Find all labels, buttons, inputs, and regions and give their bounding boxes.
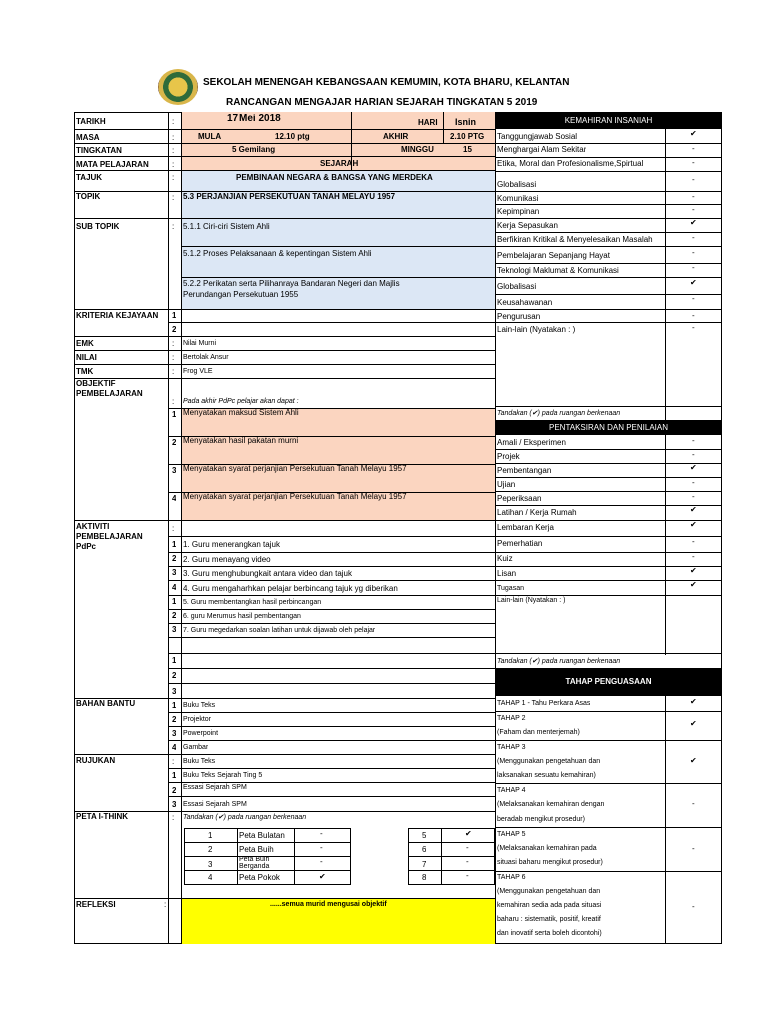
mula-value: 12.10 ptg: [275, 132, 310, 141]
line: [168, 712, 495, 713]
aktiviti-5: 5. Guru membentangkan hasil perbincangan: [183, 599, 322, 606]
colon: :: [172, 367, 175, 376]
kemahiran-mark: -: [692, 311, 695, 320]
divider-right-marks: [665, 112, 666, 420]
line: [495, 309, 722, 310]
objektif-no: 1: [172, 410, 177, 419]
aktiviti-no: 3: [172, 687, 177, 696]
kemahiran-mark: -: [692, 158, 695, 167]
tahap5-desc: situasi baharu mengikut prosedur): [497, 859, 603, 866]
pentaksiran-mark: -: [692, 537, 695, 546]
label-refleksi: REFLEKSI: [76, 900, 116, 909]
kemahiran-item: Kerja Sepasukan: [497, 221, 558, 230]
kemahiran-mark: ✔: [690, 218, 697, 227]
line: [168, 740, 495, 741]
aktiviti-2: 2. Guru menayang video: [183, 555, 271, 564]
kemahiran-item: Tanggungjawab Sosial: [497, 132, 578, 141]
label-mula: MULA: [198, 132, 222, 141]
colon: :: [172, 222, 175, 231]
line: [495, 232, 722, 233]
pentaksiran-mark: ✔: [690, 505, 697, 514]
colon: :: [172, 193, 175, 202]
pentaksiran-item: Pemerhatian: [497, 539, 543, 548]
line: [495, 277, 722, 278]
tahap3: TAHAP 3: [497, 744, 526, 751]
kemahiran-item: Teknologi Maklumat & Komunikasi: [497, 266, 619, 275]
kemahiran-item: Pengurusan: [497, 312, 541, 321]
nilai-value: Bertolak Ansur: [183, 354, 229, 361]
line: [168, 623, 495, 624]
line: [168, 796, 495, 797]
tahap1: TAHAP 1 - Tahu Perkara Asas: [497, 700, 591, 707]
line: [74, 218, 495, 219]
line: [168, 536, 495, 537]
peta-mark: -: [466, 843, 469, 852]
tahap4-desc: (Melaksanakan kemahiran dengan: [497, 801, 605, 808]
pentaksiran-item: Pembentangan: [497, 466, 552, 475]
kemahiran-mark: -: [692, 205, 695, 214]
line: [74, 170, 495, 171]
line: [495, 477, 722, 478]
line: [495, 871, 722, 872]
bahan-no: 1: [172, 701, 177, 710]
topik-value: 5.3 PERJANJIAN PERSEKUTUAN TANAH MELAYU 1957: [183, 192, 396, 201]
line: [184, 842, 351, 843]
line: [495, 505, 722, 506]
aktiviti-6: 6. guru Merumus hasil pembentangan: [183, 613, 301, 620]
colon: :: [172, 160, 175, 169]
pentaksiran-item: Tugasan: [497, 585, 524, 592]
label-subtopik: SUB TOPIK: [76, 222, 120, 231]
peta-mark: ✔: [465, 829, 472, 838]
divider-right-marks-2: [665, 435, 666, 655]
objektif-1: Menyatakan maksud Sistem Ahli: [183, 408, 299, 417]
line: [495, 827, 722, 828]
label-masa: MASA: [76, 133, 100, 142]
label-kriteria: KRITERIA KEJAYAAN: [76, 311, 159, 320]
line: [74, 364, 495, 365]
label-pembelajaran: PEMBELAJARAN: [76, 389, 143, 398]
pentaksiran-header: PENTAKSIRAN DAN PENILAIAN: [495, 420, 722, 435]
colon: :: [172, 339, 175, 348]
label-rujukan: RUJUKAN: [76, 756, 116, 765]
tahap1-mark: ✔: [690, 697, 697, 706]
kemahiran-item: Kepimpinan: [497, 207, 540, 216]
line: [495, 157, 722, 158]
label-aktiviti: AKTIVITI: [76, 522, 110, 531]
line: [74, 309, 495, 310]
aktiviti-no: 3: [172, 568, 177, 577]
rujukan-no: 3: [172, 800, 177, 809]
tandakan-note: Tandakan (✔) pada ruangan berkenaan: [497, 410, 621, 417]
pentaksiran-mark: -: [692, 450, 695, 459]
colon: :: [164, 900, 167, 909]
rujukan-no: 1: [172, 771, 177, 780]
kemahiran-mark: ✔: [690, 278, 697, 287]
rujukan-no: 2: [172, 786, 177, 795]
bahan-2: Projektor: [183, 716, 212, 723]
line: [168, 566, 495, 567]
label-topik: TOPIK: [76, 192, 101, 201]
tahap2: TAHAP 2: [497, 715, 526, 722]
subtopik-2: 5.1.2 Proses Pelaksanaan & kepentingan Sistem Ahli: [183, 249, 372, 258]
aktiviti-7: 7. Guru megedarkan soalan latihan untuk dijawab oleh pelajar: [183, 627, 376, 634]
tahap3-mark: ✔: [690, 756, 697, 765]
label-bahan: BAHAN BANTU: [76, 699, 136, 708]
tarikh-month: Mei 2018: [239, 114, 281, 124]
tandakan-note: Tandakan (✔) pada ruangan berkenaan: [497, 658, 621, 665]
bahan-4: Gambar: [183, 744, 209, 751]
label-emk: EMK: [76, 339, 94, 348]
label-peta: PETA I-THINK: [76, 812, 128, 821]
label-mata-pelajaran: MATA PELAJARAN: [76, 160, 149, 169]
line: [495, 783, 722, 784]
kemahiran-item: Keusahawanan: [497, 298, 553, 307]
rujukan-1: Buku Teks Sejarah Ting 5: [183, 772, 263, 779]
peta-no: 5: [422, 831, 427, 840]
tahap6-desc: dan inovatif serta boleh dicontohi): [497, 930, 602, 937]
line: [74, 698, 495, 699]
pentaksiran-item: Amali / Eksperimen: [497, 438, 566, 447]
colon: :: [172, 524, 175, 533]
peta-no: 8: [422, 873, 427, 882]
line: [495, 246, 722, 247]
aktiviti-3: 3. Guru menghubungkait antara video dan tajuk: [183, 569, 353, 578]
peta-name: Peta Bulatan: [239, 831, 285, 840]
peta-mark: -: [466, 871, 469, 880]
line: [74, 156, 495, 157]
subtopik-3a: 5.2.2 Perikatan serta Pilihanraya Bandaran Negeri dan Majlis: [183, 279, 400, 288]
kriteria-no-2: 2: [172, 325, 177, 334]
tahap-header: TAHAP PENGUASAAN: [495, 668, 722, 696]
line: [168, 726, 495, 727]
aktiviti-no: 3: [172, 625, 177, 634]
label-minggu: MINGGU: [401, 145, 434, 154]
divider-colon: [181, 112, 182, 944]
label-tajuk: TAJUK: [76, 173, 103, 182]
objektif-4: Menyatakan syarat perjanjian Persekutuan Tanah Melayu 1957: [183, 492, 407, 501]
line: [408, 856, 495, 857]
line: [74, 143, 495, 144]
kemahiran-item: Globalisasi: [497, 180, 537, 189]
pentaksiran-item: Latihan / Kerja Rumah: [497, 508, 577, 517]
kemahiran-item: Globalisasi: [497, 282, 537, 291]
objektif-no: 3: [172, 466, 177, 475]
objektif-3: Menyatakan syarat perjanjian Persekutuan Tanah Melayu 1957: [183, 464, 407, 473]
tahap4-desc: beradab mengikut prosedur): [497, 816, 585, 823]
kemahiran-mark: -: [692, 144, 695, 153]
tahap5-desc: (Melaksanakan kemahiran pada: [497, 845, 597, 852]
line: [74, 898, 495, 899]
subtopik-3b: Perundangan Persekutuan 1955: [183, 290, 299, 299]
peta-no: 3: [208, 860, 213, 869]
label-tarikh: TARIKH: [76, 117, 106, 126]
line: [495, 294, 722, 295]
label-nilai: NILAI: [76, 353, 97, 362]
tahap6-desc: baharu : sistematik, positif, kreatif: [497, 916, 601, 923]
colon: :: [172, 133, 175, 142]
tahap6-mark: -: [692, 902, 695, 911]
pentaksiran-mark: -: [692, 552, 695, 561]
aktiviti-no: 1: [172, 540, 177, 549]
line: [168, 637, 495, 638]
line: [495, 322, 722, 323]
pentaksiran-item: Lisan: [497, 569, 517, 578]
akhir-value: 2.10 PTG: [450, 132, 485, 141]
peta-name: Peta Buih Berganda: [239, 856, 270, 870]
pentaksiran-mark: -: [692, 436, 695, 445]
rujukan-0: Buku Teks: [183, 758, 216, 765]
tahap6-desc: kemahiran sedia ada pada situasi: [497, 902, 602, 909]
pentaksiran-item: Ujian: [497, 480, 516, 489]
label-aktiviti-3: PdPc: [76, 542, 97, 551]
peta-no: 2: [208, 845, 213, 854]
tahap4-mark: -: [692, 799, 695, 808]
kemahiran-mark: -: [692, 192, 695, 201]
plan-title: RANCANGAN MENGAJAR HARIAN SEJARAH TINGKATAN 5 2019: [226, 97, 538, 108]
colon: :: [172, 146, 175, 155]
kemahiran-item: Lain-lain (Nyatakan : ): [497, 325, 576, 334]
fill-masa: [181, 130, 495, 143]
pentaksiran-mark: ✔: [690, 463, 697, 472]
line: [495, 463, 722, 464]
aktiviti-no: 2: [172, 671, 177, 680]
tmk-value: Frog VLE: [183, 368, 213, 375]
line: [74, 754, 495, 755]
aktiviti-no: 2: [172, 611, 177, 620]
aktiviti-no: 1: [172, 597, 177, 606]
tahap6-desc: (Menggunakan pengetahuan dan: [497, 888, 601, 895]
label-tmk: TMK: [76, 367, 94, 376]
line: [184, 870, 351, 871]
colon: :: [172, 757, 175, 766]
rujukan-2: Essasi Sejarah SPM: [183, 784, 247, 791]
kemahiran-mark: -: [692, 233, 695, 242]
bahan-3: Powerpoint: [183, 730, 219, 737]
line: [495, 653, 722, 654]
tahap3-desc: (Menggunakan pengetahuan dan: [497, 758, 601, 765]
label-aktiviti-2: PEMBELAJARAN: [76, 532, 143, 541]
tarikh-day: 17: [227, 114, 239, 124]
pentaksiran-mark: ✔: [690, 580, 697, 589]
tahap2-mark: ✔: [690, 719, 697, 728]
kemahiran-mark: -: [692, 175, 695, 184]
kemahiran-mark: ✔: [690, 129, 697, 138]
line: [168, 552, 495, 553]
rujukan-3: Essasi Sejarah SPM: [183, 801, 247, 808]
colon: :: [172, 813, 175, 822]
tajuk-value: PEMBINAAN NEGARA & BANGSA YANG MERDEKA: [236, 173, 433, 182]
fill-tingkatan: [181, 143, 495, 156]
line: [495, 740, 722, 741]
objektif-2: Menyatakan hasil pakatan murni: [183, 436, 299, 445]
label-tingkatan: TINGKATAN: [76, 146, 122, 155]
label-hari: HARI: [418, 118, 438, 127]
line: [74, 129, 495, 130]
line: [443, 112, 444, 143]
kemahiran-item: Pembelajaran Sepanjang Hayat: [497, 251, 610, 260]
line: [495, 491, 722, 492]
peta-no: 7: [422, 860, 427, 869]
pentaksiran-mark: ✔: [690, 566, 697, 575]
line: [495, 218, 722, 219]
aktiviti-4: 4. Guru mengaharhkan pelajar berbincang tajuk yg diberikan: [183, 584, 398, 593]
line: [495, 520, 722, 521]
line: [495, 566, 722, 567]
peta-mark: -: [320, 829, 323, 838]
line: [168, 609, 495, 610]
kemahiran-mark: -: [692, 294, 695, 303]
subtopik-1: 5.1.1 Ciri-ciri Sistem Ahli: [183, 222, 270, 231]
line: [181, 277, 495, 278]
line: [408, 870, 495, 871]
tahap4: TAHAP 4: [497, 787, 526, 794]
school-logo: [158, 69, 198, 105]
tahap6: TAHAP 6: [497, 874, 526, 881]
line: [495, 143, 722, 144]
line: [74, 811, 495, 812]
line: [495, 204, 722, 205]
line: [168, 322, 495, 323]
pentaksiran-item: Kuiz: [497, 554, 513, 563]
kemahiran-header: KEMAHIRAN INSANIAH: [495, 112, 722, 129]
peta-mark: -: [320, 857, 323, 866]
pentaksiran-mark: ✔: [690, 520, 697, 529]
peta-name: Peta Buih: [239, 845, 274, 854]
peta-name: Peta Pokok: [239, 873, 280, 882]
kemahiran-mark: -: [692, 323, 695, 332]
kemahiran-item: Berfikiran Kritikal & Menyelesaikan Masalah: [497, 235, 653, 244]
pentaksiran-item: Projek: [497, 452, 520, 461]
divider-right-marks-3: [665, 696, 666, 944]
kemahiran-item: Etika, Moral dan Profesionalisme,Spirtual: [497, 159, 644, 168]
label-akhir: AKHIR: [383, 132, 409, 141]
line: [408, 842, 495, 843]
objektif-no: 2: [172, 438, 177, 447]
colon: :: [172, 397, 175, 406]
line: [74, 520, 495, 521]
divider-middle: [495, 112, 496, 944]
mata-value: SEJARAH: [320, 159, 359, 168]
bahan-1: Buku Teks: [183, 702, 216, 709]
pentaksiran-item: Lain-lain (Nyatakan : ): [497, 597, 566, 604]
line: [168, 768, 495, 769]
bahan-no: 4: [172, 743, 177, 752]
line: [495, 449, 722, 450]
tahap2-desc: (Faham dan menterjemah): [497, 729, 580, 736]
kemahiran-mark: -: [692, 263, 695, 272]
peta-mark: -: [320, 843, 323, 852]
pentaksiran-mark: -: [692, 478, 695, 487]
line: [74, 350, 495, 351]
aktiviti-no: 1: [172, 656, 177, 665]
line: [168, 683, 495, 684]
line: [168, 668, 495, 669]
line: [495, 406, 722, 407]
colon: :: [172, 117, 175, 126]
tingkatan-value: 5 Gemilang: [232, 145, 276, 154]
emk-value: Nilai Murni: [183, 340, 217, 347]
tahap5-mark: -: [692, 844, 695, 853]
tahap3-desc: laksanakan sesuatu kemahiran): [497, 772, 596, 779]
line: [495, 536, 722, 537]
objektif-intro: Pada akhir PdPc pelajar akan dapat :: [183, 398, 299, 405]
peta-note: Tandakan (✔) pada ruangan berkenaan: [183, 814, 307, 821]
line: [168, 595, 495, 596]
line: [181, 246, 495, 247]
refleksi-value: ......semua murid mengusai objektif: [270, 901, 387, 908]
colon: :: [172, 353, 175, 362]
line: [495, 580, 722, 581]
peta-no: 1: [208, 831, 213, 840]
kemahiran-item: Menghargai Alam Sekitar: [497, 145, 587, 154]
aktiviti-no: 2: [172, 554, 177, 563]
line: [74, 378, 495, 379]
line: [168, 580, 495, 581]
kemahiran-item: Komunikasi: [497, 194, 539, 203]
minggu-value: 15: [463, 145, 472, 154]
peta-mark: -: [466, 857, 469, 866]
tahap5: TAHAP 5: [497, 831, 526, 838]
line: [495, 711, 722, 712]
colon: :: [172, 173, 175, 182]
bahan-no: 2: [172, 715, 177, 724]
peta-mark: ✔: [319, 872, 326, 881]
bahan-no: 3: [172, 729, 177, 738]
line: [495, 263, 722, 264]
kemahiran-mark: -: [692, 248, 695, 257]
pentaksiran-mark: -: [692, 492, 695, 501]
line: [495, 552, 722, 553]
aktiviti-no: 4: [172, 583, 177, 592]
hari-value: Isnin: [455, 117, 477, 127]
label-objektif: OBJEKTIF: [76, 379, 116, 388]
line: [74, 336, 495, 337]
line: [495, 191, 722, 192]
pentaksiran-item: Lembaran Kerja: [497, 523, 554, 532]
objektif-no: 4: [172, 494, 177, 503]
line: [168, 653, 495, 654]
line: [495, 171, 722, 172]
school-name: SEKOLAH MENENGAH KEBANGSAAN KEMUMIN, KOTA BHARU, KELANTAN: [203, 77, 570, 88]
pentaksiran-item: Peperiksaan: [497, 494, 542, 503]
peta-no: 4: [208, 873, 213, 882]
kriteria-no-1: 1: [172, 311, 177, 320]
aktiviti-1: 1. Guru menerangkan tajuk: [183, 540, 280, 549]
peta-no: 6: [422, 845, 427, 854]
divider-label: [168, 112, 169, 944]
